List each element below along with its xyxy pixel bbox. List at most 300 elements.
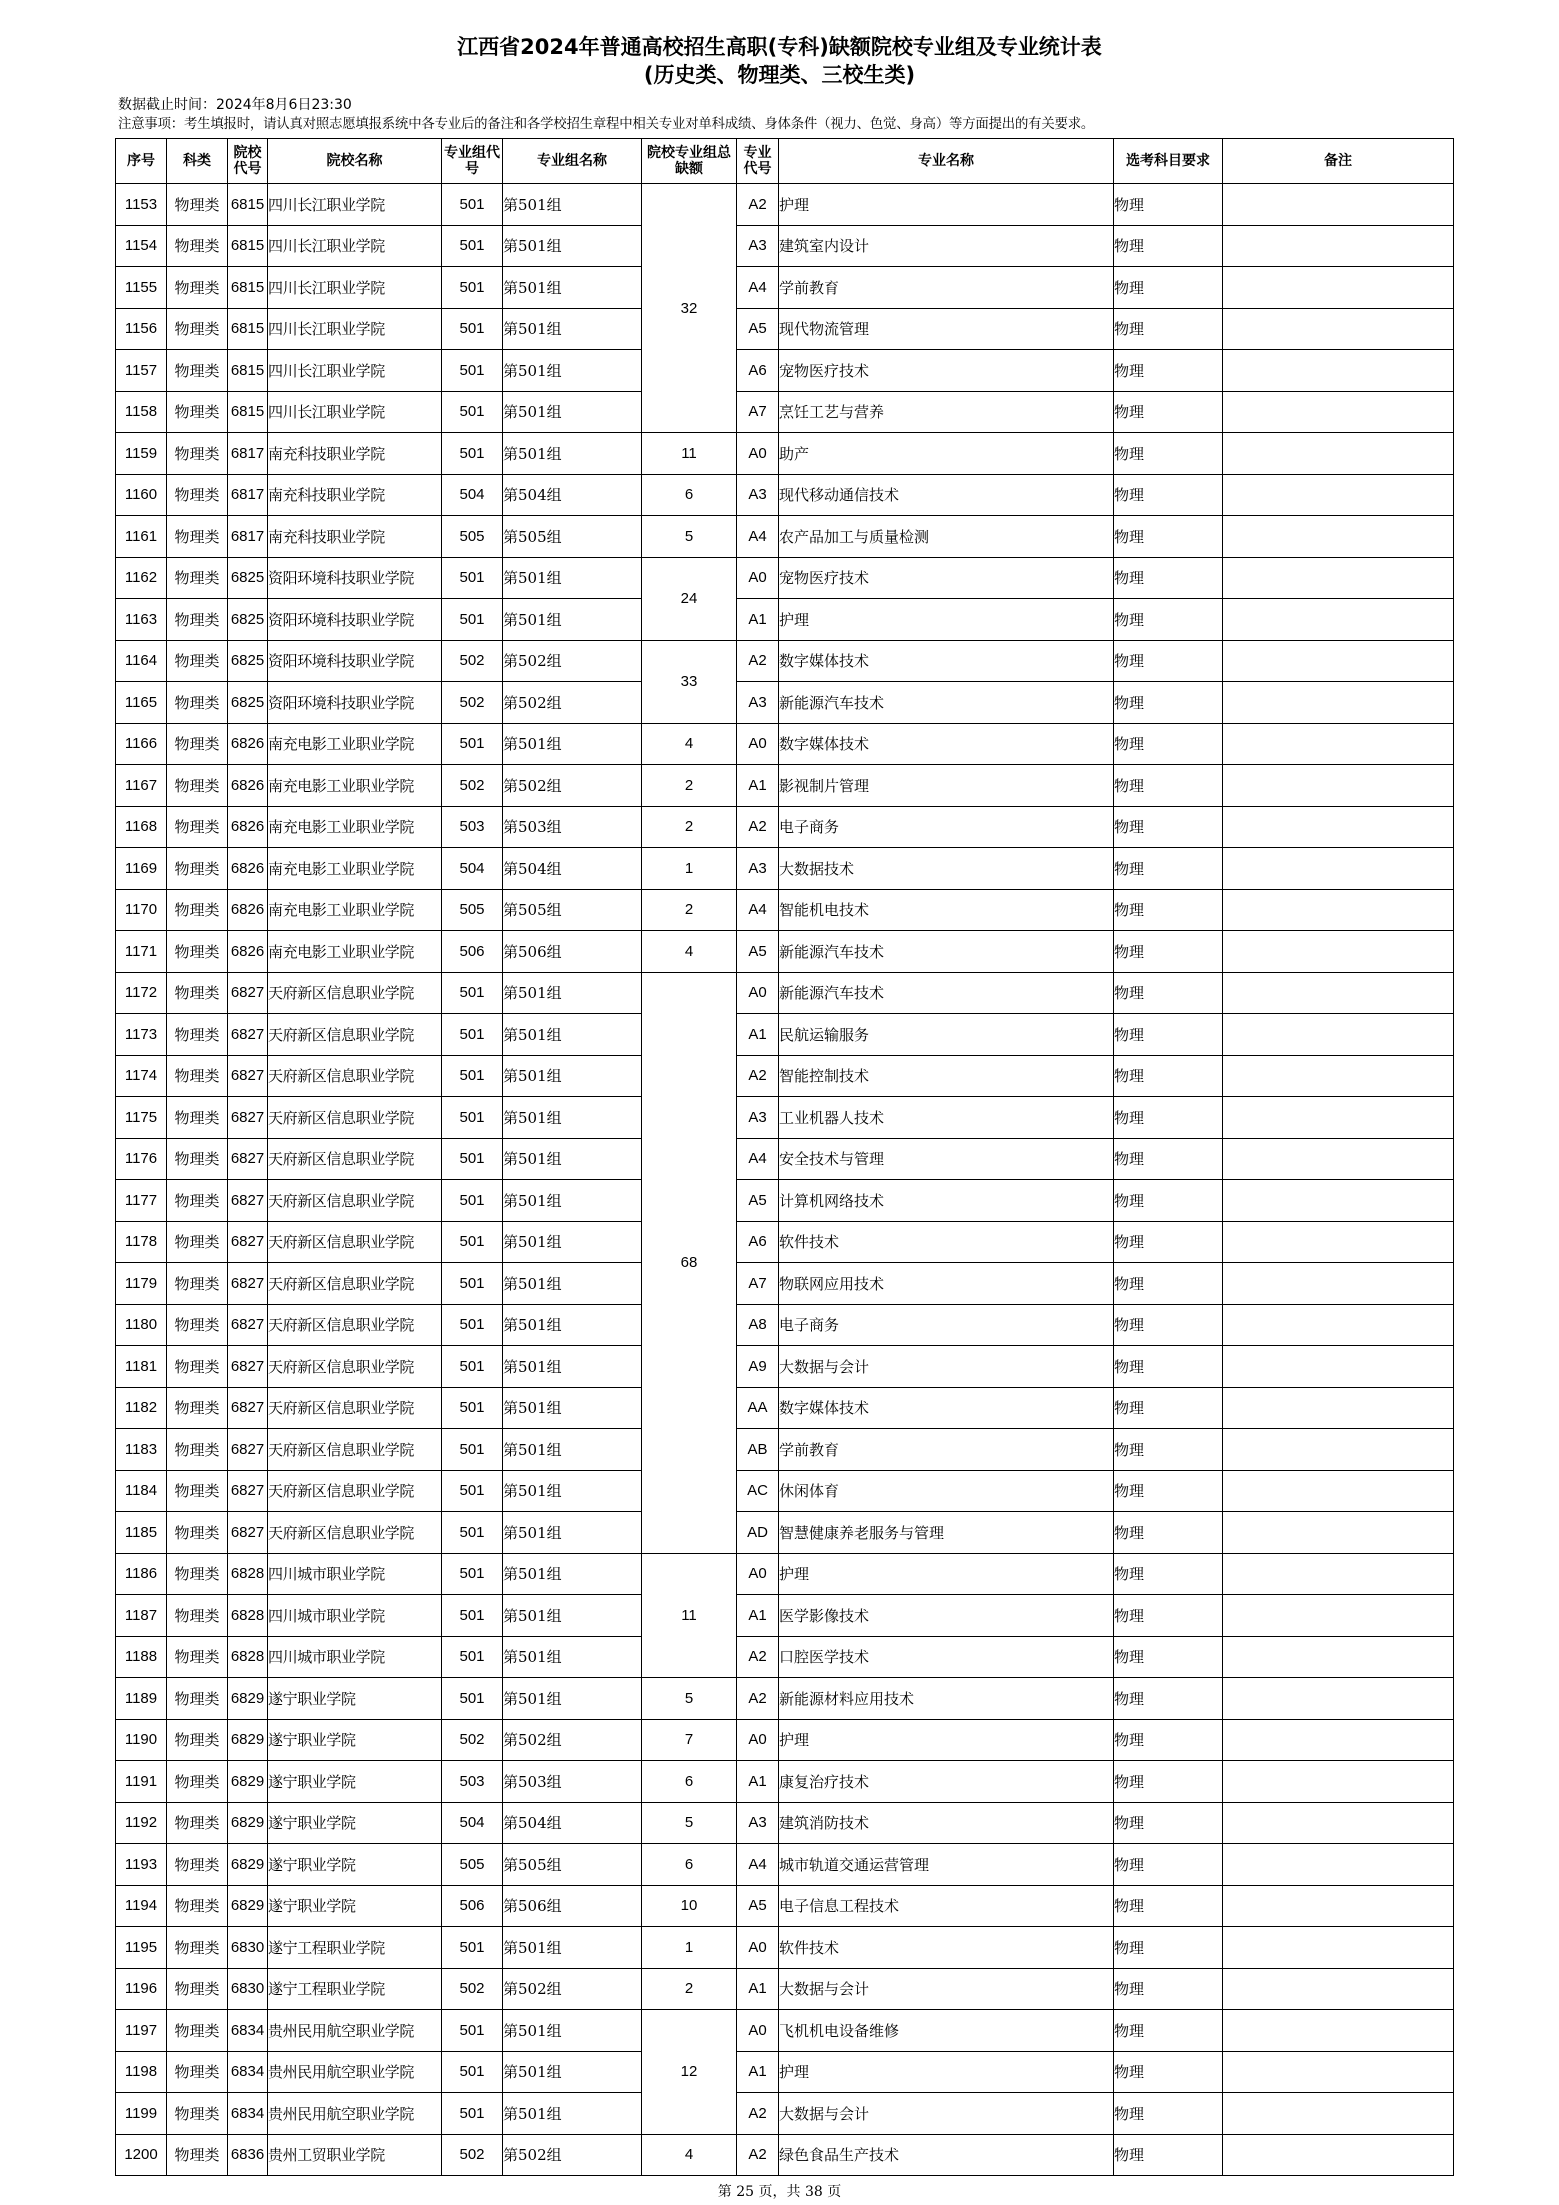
cell-school-name: 天府新区信息职业学院 <box>268 1512 442 1554</box>
cell-group-code: 501 <box>442 391 503 433</box>
cell-group-code: 501 <box>442 723 503 765</box>
cell-remarks <box>1223 1595 1454 1637</box>
cell-subject-req: 物理 <box>1114 1387 1223 1429</box>
cell-school-code: 6826 <box>228 848 268 890</box>
cell-subject-req: 物理 <box>1114 1097 1223 1139</box>
cell-group-name: 第501组 <box>503 184 642 226</box>
cell-remarks <box>1223 1844 1454 1886</box>
cell-subject-req: 物理 <box>1114 225 1223 267</box>
cell-category: 物理类 <box>167 1802 228 1844</box>
cell-category: 物理类 <box>167 1636 228 1678</box>
cell-school-code: 6827 <box>228 1346 268 1388</box>
cell-major-name: 智能控制技术 <box>779 1055 1114 1097</box>
table-row <box>116 474 1454 516</box>
cell-vacancy: 4 <box>642 931 737 973</box>
cell-category: 物理类 <box>167 1761 228 1803</box>
cell-vacancy: 2 <box>642 1968 737 2010</box>
cell-school-name: 南充电影工业职业学院 <box>268 931 442 973</box>
cell-group-code: 501 <box>442 599 503 641</box>
cell-group-name: 第501组 <box>503 1429 642 1471</box>
cell-major-name: 宠物医疗技术 <box>779 557 1114 599</box>
cell-category: 物理类 <box>167 1470 228 1512</box>
cell-school-code: 6828 <box>228 1636 268 1678</box>
cell-major-code: A1 <box>737 1761 779 1803</box>
cell-group-code: 506 <box>442 1885 503 1927</box>
cell-group-code: 501 <box>442 1927 503 1969</box>
table-row <box>116 2010 1454 2052</box>
cell-group-name: 第501组 <box>503 1055 642 1097</box>
cell-major-code: A2 <box>737 1055 779 1097</box>
cell-major-name: 电子商务 <box>779 806 1114 848</box>
table-row <box>116 184 1454 226</box>
cell-group-name: 第501组 <box>503 723 642 765</box>
cell-vacancy: 68 <box>642 972 737 1553</box>
cell-remarks <box>1223 184 1454 226</box>
cell-major-name: 城市轨道交通运营管理 <box>779 1844 1114 1886</box>
cell-group-name: 第501组 <box>503 1470 642 1512</box>
cell-major-name: 数字媒体技术 <box>779 1387 1114 1429</box>
cell-category: 物理类 <box>167 557 228 599</box>
cell-school-name: 天府新区信息职业学院 <box>268 1055 442 1097</box>
col-header-seq: 序号 <box>116 139 167 184</box>
cell-subject-req: 物理 <box>1114 1512 1223 1554</box>
cell-subject-req: 物理 <box>1114 1055 1223 1097</box>
cell-group-code: 501 <box>442 1387 503 1429</box>
cell-seq: 1193 <box>116 1844 167 1886</box>
table-row <box>116 1553 1454 1595</box>
cell-remarks <box>1223 2134 1454 2176</box>
cell-major-name: 学前教育 <box>779 267 1114 309</box>
cell-major-code: A3 <box>737 848 779 890</box>
cell-vacancy: 4 <box>642 2134 737 2176</box>
table-row <box>116 267 1454 309</box>
cell-seq: 1188 <box>116 1636 167 1678</box>
cell-seq: 1197 <box>116 2010 167 2052</box>
cell-school-name: 四川长江职业学院 <box>268 184 442 226</box>
cell-remarks <box>1223 765 1454 807</box>
cell-seq: 1169 <box>116 848 167 890</box>
cell-school-code: 6829 <box>228 1844 268 1886</box>
cell-group-name: 第504组 <box>503 848 642 890</box>
cell-group-code: 501 <box>442 1097 503 1139</box>
cell-vacancy: 12 <box>642 2010 737 2135</box>
cell-group-name: 第501组 <box>503 350 642 392</box>
cell-group-code: 504 <box>442 474 503 516</box>
cell-remarks <box>1223 682 1454 724</box>
cell-major-code: A2 <box>737 640 779 682</box>
cell-group-name: 第506组 <box>503 931 642 973</box>
cell-major-name: 电子商务 <box>779 1304 1114 1346</box>
cell-vacancy: 24 <box>642 557 737 640</box>
cell-group-name: 第501组 <box>503 1553 642 1595</box>
cell-school-code: 6815 <box>228 225 268 267</box>
cell-school-name: 遂宁职业学院 <box>268 1761 442 1803</box>
cell-school-code: 6827 <box>228 972 268 1014</box>
cell-remarks <box>1223 557 1454 599</box>
table-row <box>116 1885 1454 1927</box>
cell-seq: 1180 <box>116 1304 167 1346</box>
cell-major-code: A4 <box>737 1138 779 1180</box>
cell-category: 物理类 <box>167 2093 228 2135</box>
cell-group-code: 501 <box>442 1138 503 1180</box>
cell-school-name: 四川城市职业学院 <box>268 1553 442 1595</box>
table-row <box>116 599 1454 641</box>
cell-remarks <box>1223 1346 1454 1388</box>
cell-subject-req: 物理 <box>1114 391 1223 433</box>
cell-subject-req: 物理 <box>1114 1180 1223 1222</box>
table-row <box>116 1387 1454 1429</box>
cell-category: 物理类 <box>167 474 228 516</box>
cell-group-code: 501 <box>442 1470 503 1512</box>
cell-remarks <box>1223 806 1454 848</box>
cell-vacancy: 11 <box>642 433 737 475</box>
cell-major-name: 大数据与会计 <box>779 1346 1114 1388</box>
cell-category: 物理类 <box>167 1263 228 1305</box>
cell-group-name: 第502组 <box>503 682 642 724</box>
cell-vacancy: 32 <box>642 184 737 433</box>
cell-seq: 1189 <box>116 1678 167 1720</box>
cell-subject-req: 物理 <box>1114 1304 1223 1346</box>
cell-category: 物理类 <box>167 2051 228 2093</box>
cell-subject-req: 物理 <box>1114 806 1223 848</box>
cell-major-name: 新能源汽车技术 <box>779 931 1114 973</box>
cell-seq: 1192 <box>116 1802 167 1844</box>
cell-group-code: 502 <box>442 765 503 807</box>
cell-school-name: 遂宁工程职业学院 <box>268 1927 442 1969</box>
cell-group-name: 第502组 <box>503 640 642 682</box>
cell-group-name: 第501组 <box>503 1387 642 1429</box>
cell-group-code: 501 <box>442 1429 503 1471</box>
cell-major-name: 医学影像技术 <box>779 1595 1114 1637</box>
cell-school-code: 6834 <box>228 2051 268 2093</box>
cell-major-name: 护理 <box>779 1719 1114 1761</box>
page-number: 第 25 页，共 38 页 <box>717 2184 842 2200</box>
cell-major-code: A3 <box>737 225 779 267</box>
cell-remarks <box>1223 1014 1454 1056</box>
cell-subject-req: 物理 <box>1114 1263 1223 1305</box>
cell-school-name: 天府新区信息职业学院 <box>268 1304 442 1346</box>
table-row <box>116 1595 1454 1637</box>
cell-category: 物理类 <box>167 1927 228 1969</box>
cell-vacancy: 11 <box>642 1553 737 1678</box>
cell-category: 物理类 <box>167 2010 228 2052</box>
cell-group-code: 501 <box>442 225 503 267</box>
cell-remarks <box>1223 640 1454 682</box>
cell-remarks <box>1223 972 1454 1014</box>
cell-major-name: 建筑室内设计 <box>779 225 1114 267</box>
cell-major-code: A5 <box>737 308 779 350</box>
cell-group-code: 503 <box>442 806 503 848</box>
cell-group-name: 第501组 <box>503 1346 642 1388</box>
cell-major-name: 民航运输服务 <box>779 1014 1114 1056</box>
cell-school-name: 南充电影工业职业学院 <box>268 889 442 931</box>
notice-text: 注意事项：考生填报时，请认真对照志愿填报系统中各专业后的备注和各学校招生章程中相关专业对单科成绩、身体条件（视力、色觉、身高）等方面提出的有关要求。 <box>118 117 1095 132</box>
cell-subject-req: 物理 <box>1114 1138 1223 1180</box>
cell-school-code: 6827 <box>228 1512 268 1554</box>
cell-school-code: 6830 <box>228 1968 268 2010</box>
cell-major-name: 休闲体育 <box>779 1470 1114 1512</box>
table-row <box>116 1844 1454 1886</box>
cell-major-code: A2 <box>737 1636 779 1678</box>
cell-seq: 1164 <box>116 640 167 682</box>
cell-school-name: 南充电影工业职业学院 <box>268 765 442 807</box>
cell-group-name: 第501组 <box>503 433 642 475</box>
cell-vacancy: 5 <box>642 1802 737 1844</box>
cell-school-name: 贵州工贸职业学院 <box>268 2134 442 2176</box>
cell-school-code: 6836 <box>228 2134 268 2176</box>
cell-group-code: 501 <box>442 1180 503 1222</box>
cell-school-name: 天府新区信息职业学院 <box>268 972 442 1014</box>
cell-major-name: 口腔医学技术 <box>779 1636 1114 1678</box>
cell-remarks <box>1223 267 1454 309</box>
cell-category: 物理类 <box>167 1968 228 2010</box>
cell-subject-req: 物理 <box>1114 1927 1223 1969</box>
cell-major-code: A1 <box>737 1595 779 1637</box>
page-subtitle: (历史类、物理类、三校生类) <box>643 63 916 87</box>
cell-category: 物理类 <box>167 1553 228 1595</box>
cell-group-name: 第505组 <box>503 516 642 558</box>
cell-major-name: 现代移动通信技术 <box>779 474 1114 516</box>
cell-major-name: 护理 <box>779 2051 1114 2093</box>
cell-category: 物理类 <box>167 433 228 475</box>
cell-category: 物理类 <box>167 1595 228 1637</box>
cell-remarks <box>1223 599 1454 641</box>
cell-seq: 1178 <box>116 1221 167 1263</box>
cell-school-name: 遂宁工程职业学院 <box>268 1968 442 2010</box>
cell-major-name: 物联网应用技术 <box>779 1263 1114 1305</box>
cell-group-name: 第504组 <box>503 1802 642 1844</box>
table-body <box>116 184 1454 2176</box>
cell-seq: 1179 <box>116 1263 167 1305</box>
cell-major-name: 数字媒体技术 <box>779 723 1114 765</box>
cell-school-name: 遂宁职业学院 <box>268 1719 442 1761</box>
cell-school-name: 天府新区信息职业学院 <box>268 1387 442 1429</box>
cell-seq: 1174 <box>116 1055 167 1097</box>
cell-group-code: 501 <box>442 1512 503 1554</box>
cell-group-name: 第501组 <box>503 1221 642 1263</box>
cell-subject-req: 物理 <box>1114 848 1223 890</box>
cell-major-code: A0 <box>737 433 779 475</box>
cell-group-code: 501 <box>442 267 503 309</box>
cell-school-code: 6827 <box>228 1470 268 1512</box>
cell-major-name: 现代物流管理 <box>779 308 1114 350</box>
cell-seq: 1175 <box>116 1097 167 1139</box>
table-row <box>116 2051 1454 2093</box>
table-row <box>116 225 1454 267</box>
cell-seq: 1161 <box>116 516 167 558</box>
cell-major-code: A2 <box>737 2134 779 2176</box>
cell-school-name: 天府新区信息职业学院 <box>268 1014 442 1056</box>
cell-group-name: 第501组 <box>503 1927 642 1969</box>
cell-school-name: 南充科技职业学院 <box>268 474 442 516</box>
cell-major-code: A0 <box>737 1553 779 1595</box>
cell-group-code: 501 <box>442 1221 503 1263</box>
cell-major-code: AC <box>737 1470 779 1512</box>
cell-major-name: 烹饪工艺与营养 <box>779 391 1114 433</box>
cell-school-name: 资阳环境科技职业学院 <box>268 682 442 724</box>
cell-major-code: A1 <box>737 2051 779 2093</box>
cell-subject-req: 物理 <box>1114 516 1223 558</box>
cell-group-name: 第501组 <box>503 2051 642 2093</box>
cell-school-code: 6828 <box>228 1595 268 1637</box>
cell-group-name: 第501组 <box>503 1097 642 1139</box>
cell-major-code: A4 <box>737 1844 779 1886</box>
cell-group-code: 502 <box>442 1968 503 2010</box>
cell-seq: 1194 <box>116 1885 167 1927</box>
cell-group-name: 第501组 <box>503 1263 642 1305</box>
cell-school-name: 南充电影工业职业学院 <box>268 723 442 765</box>
cell-major-code: A4 <box>737 267 779 309</box>
cell-school-name: 四川长江职业学院 <box>268 225 442 267</box>
cell-major-name: 大数据技术 <box>779 848 1114 890</box>
table-row <box>116 1968 1454 2010</box>
cell-remarks <box>1223 516 1454 558</box>
table-row <box>116 2134 1454 2176</box>
cell-major-code: A1 <box>737 599 779 641</box>
cell-major-name: 宠物医疗技术 <box>779 350 1114 392</box>
cell-major-code: A4 <box>737 889 779 931</box>
cell-school-code: 6829 <box>228 1885 268 1927</box>
table-row <box>116 1097 1454 1139</box>
cell-category: 物理类 <box>167 391 228 433</box>
cell-category: 物理类 <box>167 516 228 558</box>
cell-remarks <box>1223 889 1454 931</box>
cell-major-code: A3 <box>737 474 779 516</box>
cell-seq: 1183 <box>116 1429 167 1471</box>
cell-group-name: 第502组 <box>503 1719 642 1761</box>
cell-remarks <box>1223 1885 1454 1927</box>
table-row <box>116 308 1454 350</box>
table-row <box>116 889 1454 931</box>
table-row <box>116 931 1454 973</box>
cell-subject-req: 物理 <box>1114 682 1223 724</box>
cell-seq: 1153 <box>116 184 167 226</box>
cell-vacancy: 7 <box>642 1719 737 1761</box>
cell-school-code: 6827 <box>228 1221 268 1263</box>
cell-seq: 1177 <box>116 1180 167 1222</box>
cell-major-name: 软件技术 <box>779 1221 1114 1263</box>
cell-school-name: 南充科技职业学院 <box>268 433 442 475</box>
cell-group-name: 第505组 <box>503 889 642 931</box>
cell-category: 物理类 <box>167 2134 228 2176</box>
cell-seq: 1166 <box>116 723 167 765</box>
cell-category: 物理类 <box>167 184 228 226</box>
cell-group-name: 第501组 <box>503 225 642 267</box>
cell-category: 物理类 <box>167 225 228 267</box>
cell-school-name: 资阳环境科技职业学院 <box>268 640 442 682</box>
cell-major-name: 飞机机电设备维修 <box>779 2010 1114 2052</box>
cell-school-name: 南充电影工业职业学院 <box>268 806 442 848</box>
cell-category: 物理类 <box>167 1346 228 1388</box>
cell-school-code: 6825 <box>228 640 268 682</box>
cell-major-code: A4 <box>737 516 779 558</box>
cell-subject-req: 物理 <box>1114 1595 1223 1637</box>
cell-subject-req: 物理 <box>1114 1470 1223 1512</box>
cell-seq: 1191 <box>116 1761 167 1803</box>
cell-school-name: 遂宁职业学院 <box>268 1885 442 1927</box>
cell-category: 物理类 <box>167 1055 228 1097</box>
table-row <box>116 1512 1454 1554</box>
col-header-subject-req: 选考科目要求 <box>1114 139 1223 184</box>
table-row <box>116 557 1454 599</box>
cell-major-code: A3 <box>737 682 779 724</box>
cell-school-name: 四川长江职业学院 <box>268 391 442 433</box>
cell-vacancy: 6 <box>642 1844 737 1886</box>
table-row <box>116 1346 1454 1388</box>
cell-group-name: 第501组 <box>503 308 642 350</box>
cell-seq: 1186 <box>116 1553 167 1595</box>
table-row <box>116 1263 1454 1305</box>
cell-school-code: 6827 <box>228 1014 268 1056</box>
cell-school-name: 四川城市职业学院 <box>268 1636 442 1678</box>
cell-school-code: 6827 <box>228 1429 268 1471</box>
cell-major-code: A7 <box>737 391 779 433</box>
cell-major-code: A3 <box>737 1097 779 1139</box>
cell-subject-req: 物理 <box>1114 1221 1223 1263</box>
cell-vacancy: 2 <box>642 806 737 848</box>
table-row <box>116 1761 1454 1803</box>
cell-subject-req: 物理 <box>1114 1678 1223 1720</box>
cell-group-code: 501 <box>442 1055 503 1097</box>
cell-seq: 1181 <box>116 1346 167 1388</box>
cell-group-code: 501 <box>442 1636 503 1678</box>
cell-school-code: 6826 <box>228 765 268 807</box>
cell-remarks <box>1223 1761 1454 1803</box>
cell-seq: 1168 <box>116 806 167 848</box>
cell-group-code: 501 <box>442 184 503 226</box>
cell-group-name: 第501组 <box>503 1304 642 1346</box>
cell-seq: 1184 <box>116 1470 167 1512</box>
table-row <box>116 1304 1454 1346</box>
cell-school-name: 贵州民用航空职业学院 <box>268 2093 442 2135</box>
cell-remarks <box>1223 1055 1454 1097</box>
cell-major-name: 数字媒体技术 <box>779 640 1114 682</box>
cell-major-code: A5 <box>737 931 779 973</box>
col-header-category: 科类 <box>167 139 228 184</box>
cell-school-code: 6829 <box>228 1761 268 1803</box>
cell-category: 物理类 <box>167 1387 228 1429</box>
cell-subject-req: 物理 <box>1114 1761 1223 1803</box>
cell-remarks <box>1223 308 1454 350</box>
cell-school-name: 天府新区信息职业学院 <box>268 1429 442 1471</box>
cell-group-code: 501 <box>442 1346 503 1388</box>
cell-major-name: 大数据与会计 <box>779 2093 1114 2135</box>
cell-remarks <box>1223 723 1454 765</box>
cell-remarks <box>1223 1304 1454 1346</box>
cell-subject-req: 物理 <box>1114 267 1223 309</box>
cell-major-name: 绿色食品生产技术 <box>779 2134 1114 2176</box>
cell-seq: 1162 <box>116 557 167 599</box>
cell-category: 物理类 <box>167 765 228 807</box>
table-row <box>116 765 1454 807</box>
cell-seq: 1163 <box>116 599 167 641</box>
cell-vacancy: 1 <box>642 848 737 890</box>
cell-major-name: 计算机网络技术 <box>779 1180 1114 1222</box>
cell-group-code: 501 <box>442 2010 503 2052</box>
cell-major-code: AD <box>737 1512 779 1554</box>
cell-category: 物理类 <box>167 1429 228 1471</box>
cell-group-code: 501 <box>442 2093 503 2135</box>
cell-remarks <box>1223 1927 1454 1969</box>
cell-major-code: A2 <box>737 806 779 848</box>
cell-school-name: 四川长江职业学院 <box>268 308 442 350</box>
cell-school-code: 6829 <box>228 1719 268 1761</box>
cell-major-code: A0 <box>737 723 779 765</box>
cell-remarks <box>1223 1802 1454 1844</box>
cell-seq: 1156 <box>116 308 167 350</box>
cell-group-name: 第501组 <box>503 1595 642 1637</box>
cell-seq: 1171 <box>116 931 167 973</box>
